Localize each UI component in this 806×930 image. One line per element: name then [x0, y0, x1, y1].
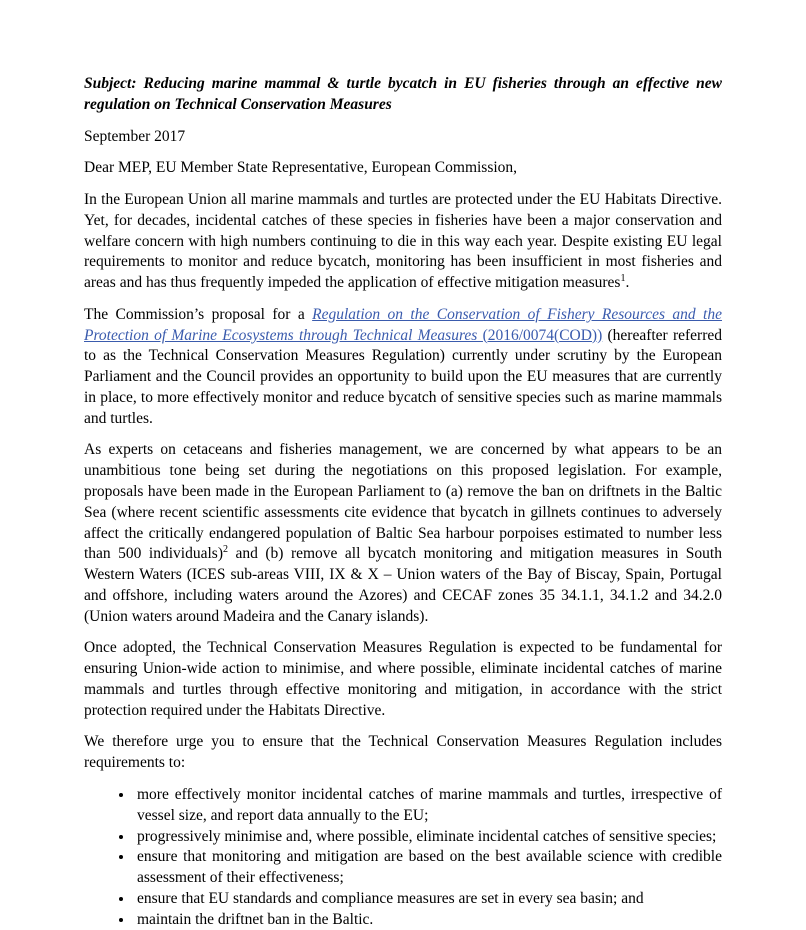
paragraph-proposal-post: (hereafter referred to as the Technical Conservation Measures Regulation) currently under scrutiny by the European Parliament and the Council provides an opportunity to build upon the EU measures that are currently in place, to more effectively monitor and reduce bycatch of sensitive species such as marine mammals and turtles. [84, 326, 722, 427]
list-item-monitor: • more effectively monitor incidental catches of marine mammals and turtles, irrespective of vessel size, and report data annually to the EU; [134, 785, 722, 827]
paragraph-proposal [84, 305, 722, 430]
footnote-ref-1: 1 [620, 272, 626, 284]
paragraph-concern [84, 440, 722, 627]
salutation-line: Dear MEP, EU Member State Representative, European Commission, [84, 159, 518, 177]
list-item-standards: • ensure that EU standards and compliance measures are set in every sea basin; and [134, 889, 722, 910]
paragraph-intro-end: . [625, 274, 630, 292]
paragraph-intro-text: In the European Union all marine mammals and turtles are protected under the EU Habitats Directive. Yet, for decades, incidental catches of these species in fisheries have been a major conservation and welfare concern with high numbers continuing to die in this way each year. Despite existing EU legal requirements to monitor and reduce bycatch, monitoring has been insufficient in most fisheries and areas and has thus frequently impeded the application of effective mitigation measures [84, 191, 722, 292]
regulation-hyperlink-title: Regulation on the Conservation of Fishery Resources and the Protection of Marine Ecosystems through Technical Measures [84, 305, 722, 344]
paragraph-concern-text: As experts on cetaceans and fisheries management, we are concerned by what appears to be an unambitious tone being set during the negotiations on this proposed legislation. For example, proposals have been made in the European Parliament to (a) remove the ban on driftnets in the Baltic Sea (where recent scientific assessments cite evidence that bycatch in gillnets continues to adversely affect the critically endangered population of Baltic Sea harbour porpoises estimated to number less than 500 individuals) [84, 441, 722, 563]
regulation-hyperlink-code: (2016/0074(COD)) [482, 326, 603, 344]
list-item-driftnet: • maintain the driftnet ban in the Baltic. [134, 910, 722, 930]
paragraph-once-adopted: Once adopted, the Technical Conservation Measures Regulation is expected to be fundamental for ensuring Union-wide action to minimise, and where possible, eliminate incidental catches of marine mammals and turtles through effective monitoring and mitigation, in accordance with the strict protection required under the Habitats Directive. [84, 639, 722, 719]
demands-list [84, 785, 722, 930]
paragraph-proposal-pre: The Commission’s proposal for a [84, 305, 313, 323]
paragraph-urge: We therefore urge you to ensure that the Technical Conservation Measures Regulation includes requirements to: [84, 733, 722, 772]
date-line: September 2017 [84, 127, 186, 145]
list-item-minimise: • progressively minimise and, where possible, eliminate incidental catches of sensitive species; [134, 827, 722, 848]
paragraph-concern-end: and (b) remove all bycatch monitoring and mitigation measures in South Western Waters (ICES sub-areas VIII, IX & X – Union waters of the Bay of Biscay, Spain, Portugal and offshore, including waters around the Azores) and CECAF zones 35 34.1.1, 34.1.2 and 34.2.0 (Union waters around Madeira and the Canary islands). [84, 545, 722, 625]
list-item-science: • ensure that monitoring and mitigation are based on the best available science with credible assessment of their effectiveness; [134, 847, 722, 889]
footnote-ref-2: 2 [222, 544, 229, 556]
paragraph-intro [84, 190, 722, 294]
subject-line: Subject: Reducing marine mammal & turtle bycatch in EU fisheries through an effective new regulation on Technical Conservation Measures [84, 75, 722, 113]
